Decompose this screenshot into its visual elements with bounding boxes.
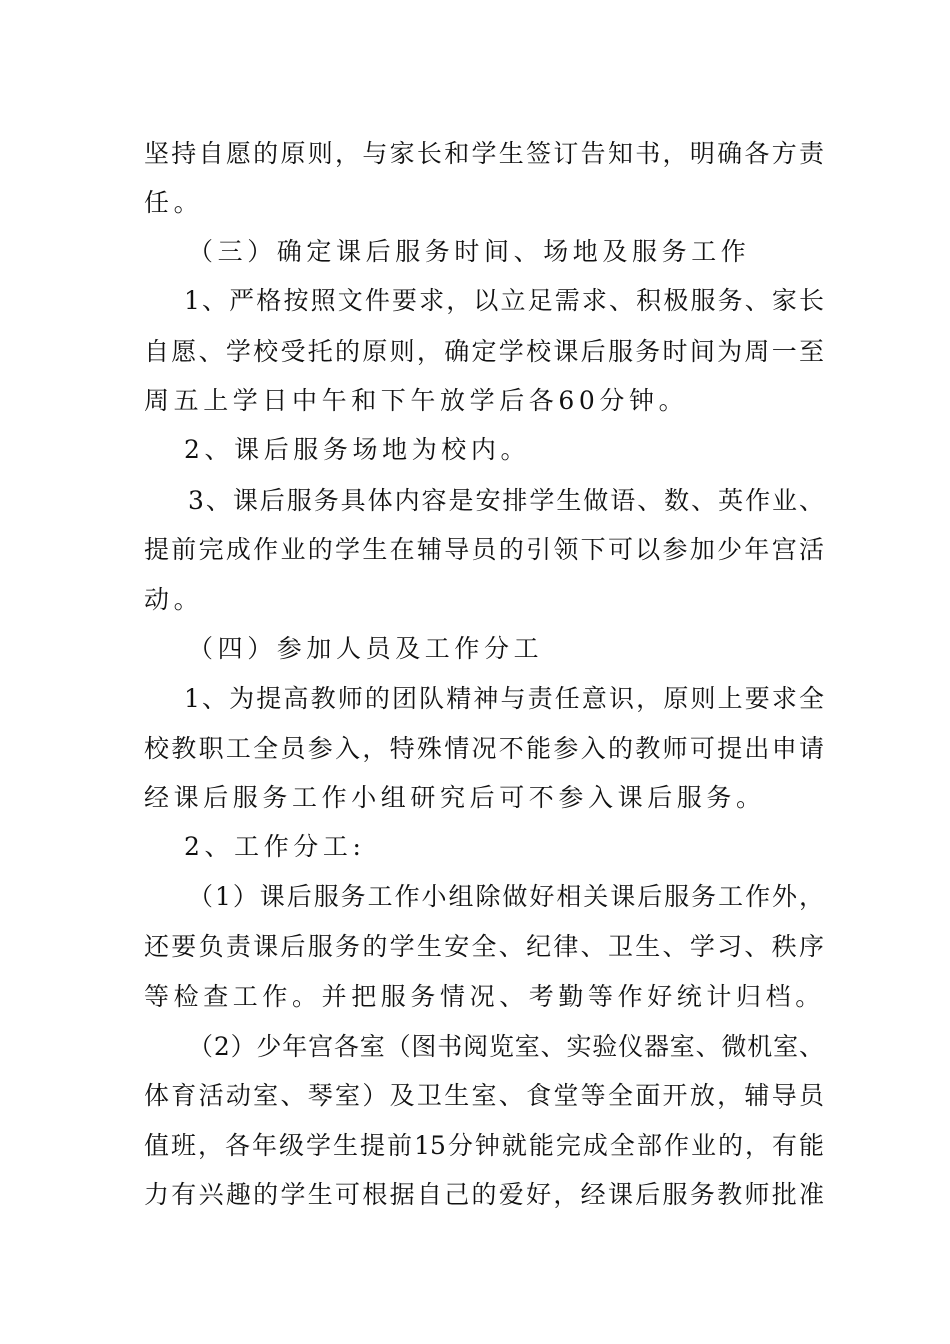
body-text-line: 坚持自愿的原则，与家长和学生签订告知书，明确各方责: [144, 139, 824, 168]
body-text-line: 自愿、学校受托的原则，确定学校课后服务时间为周一至: [144, 337, 824, 366]
list-item-text: 3、课后服务具体内容是安排学生做语、数、英作业、: [188, 486, 824, 515]
list-item-text: （1）课后服务工作小组除做好相关课后服务工作外，: [188, 882, 824, 911]
body-text-line: 提前完成作业的学生在辅导员的引领下可以参加少年宫活: [144, 535, 824, 564]
body-text-line: 任。: [144, 188, 204, 217]
body-text-line: 值班，各年级学生提前15分钟就能完成全部作业的，有能: [144, 1131, 824, 1160]
list-item-text: （2）少年宫各室（图书阅览室、实验仪器室、微机室、: [188, 1032, 824, 1061]
list-item-text: 2、工作分工:: [184, 832, 366, 861]
body-text-line: 体育活动室、琴室）及卫生室、食堂等全面开放，辅导员: [144, 1081, 824, 1110]
list-item-text: 2、课后服务场地为校内。: [184, 435, 531, 464]
section-heading: （四）参加人员及工作分工: [188, 634, 544, 663]
body-text-line: 等检查工作。并把服务情况、考勤等作好统计归档。: [144, 982, 825, 1011]
body-text-line: 周五上学日中午和下午放学后各60分钟。: [144, 386, 689, 415]
body-text-line: 动。: [144, 585, 204, 614]
body-text-line: 还要负责课后服务的学生安全、纪律、卫生、学习、秩序: [144, 932, 824, 961]
section-heading: （三）确定课后服务时间、场地及服务工作: [188, 237, 751, 266]
body-text-line: 经课后服务工作小组研究后可不参入课后服务。: [144, 783, 766, 812]
body-text-line: 力有兴趣的学生可根据自己的爱好，经课后服务教师批准: [144, 1180, 824, 1209]
list-item-text: 1、为提高教师的团队精神与责任意识，原则上要求全: [184, 684, 824, 713]
list-item-text: 1、严格按照文件要求，以立足需求、积极服务、家长: [184, 286, 824, 315]
body-text-line: 校教职工全员参入，特殊情况不能参入的教师可提出申请: [144, 734, 824, 763]
